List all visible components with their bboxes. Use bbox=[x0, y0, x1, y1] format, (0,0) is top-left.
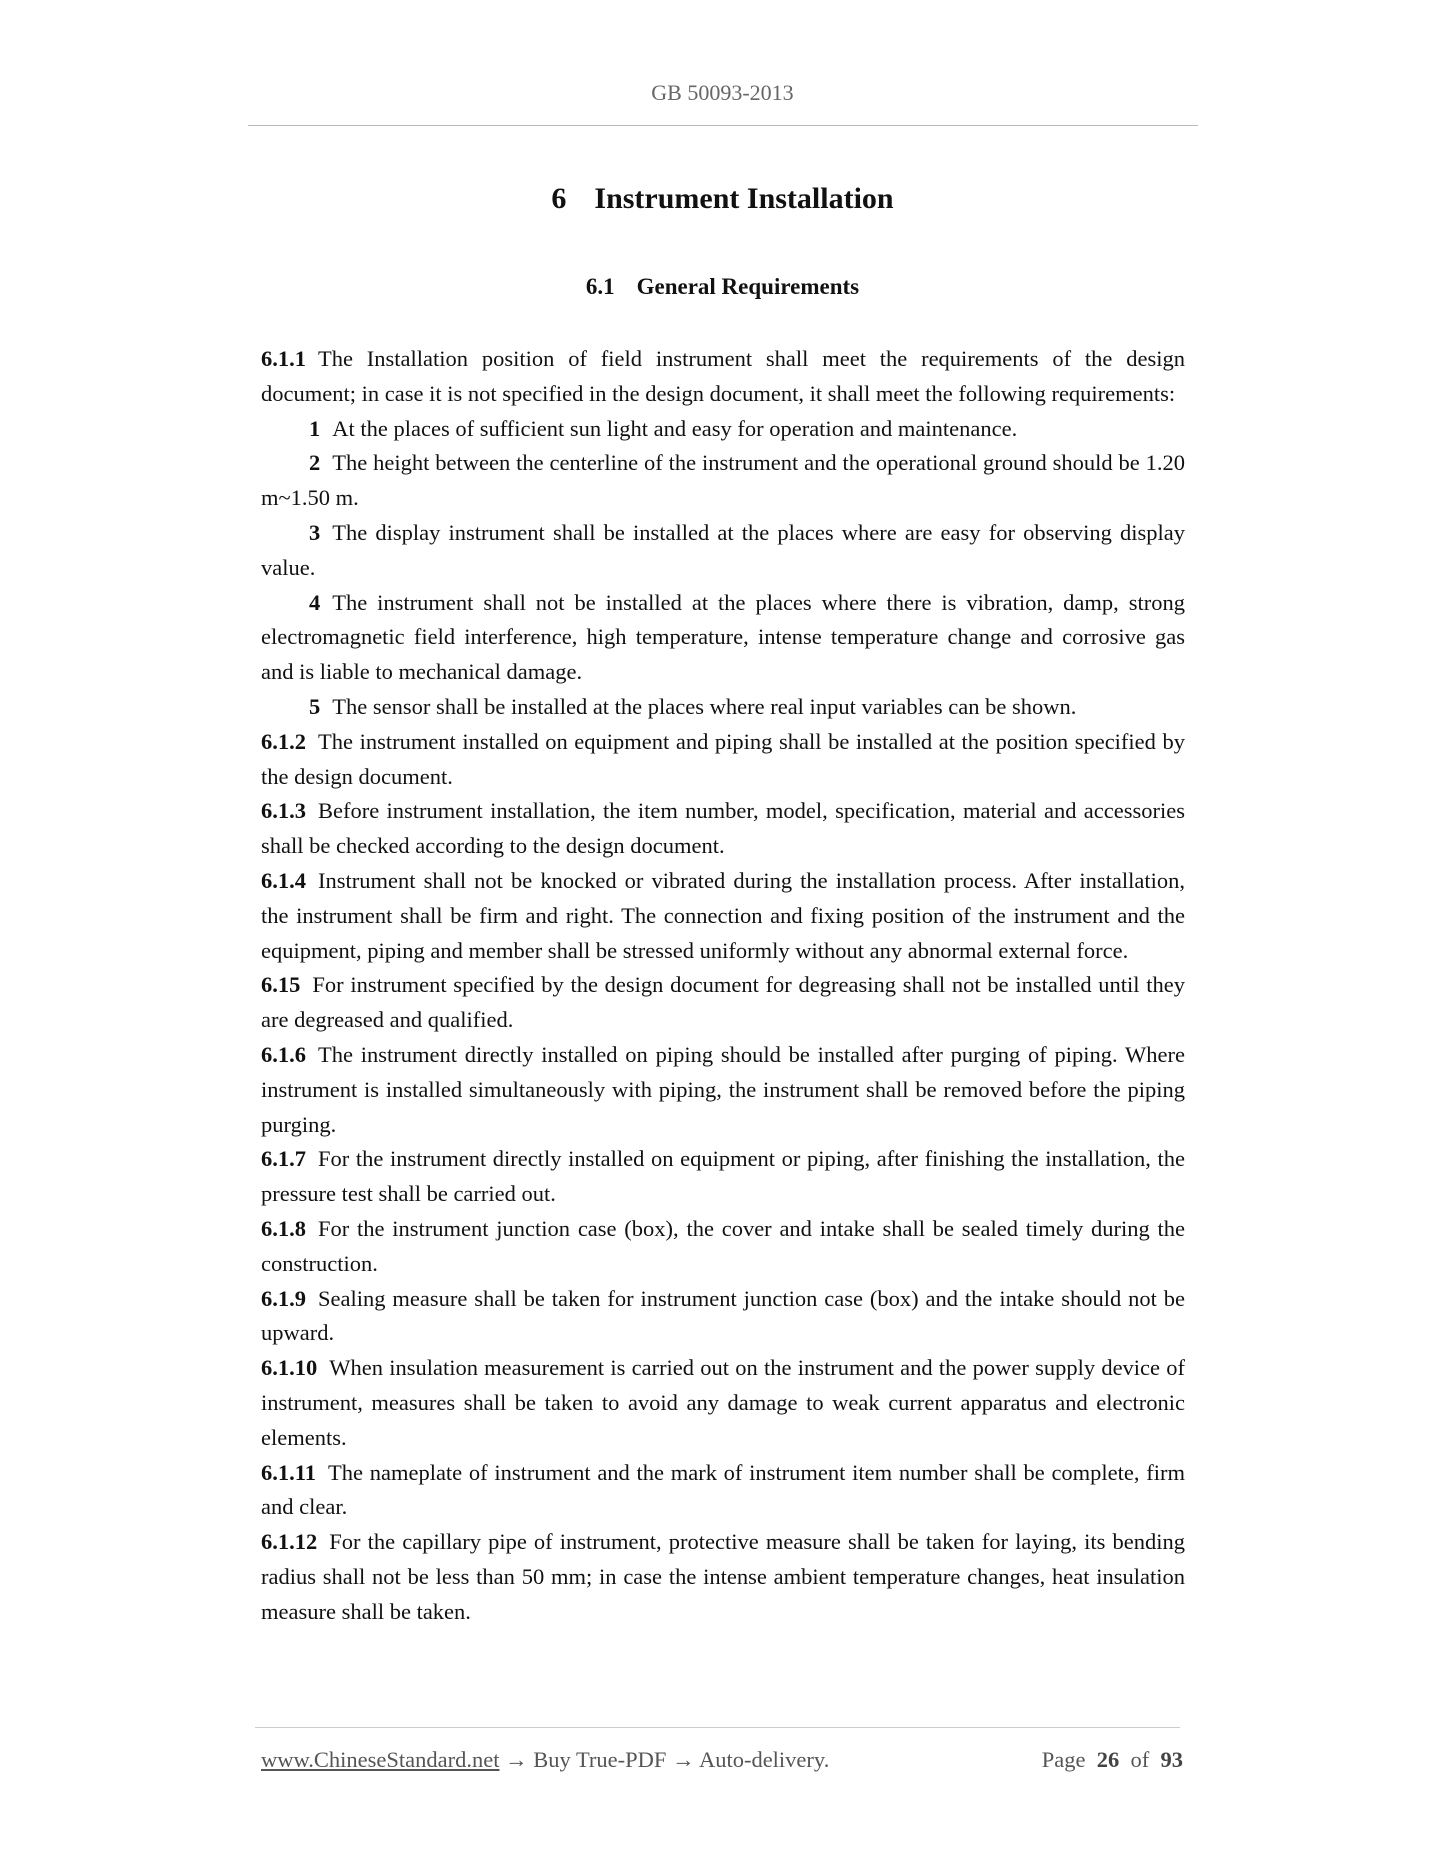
clause-text: The nameplate of instrument and the mark of instrument item number shall be complete, firm and clear. bbox=[261, 1459, 1185, 1520]
item-number: 5 bbox=[309, 693, 321, 719]
page-number bbox=[1042, 1747, 1183, 1773]
clause bbox=[261, 1142, 1185, 1212]
clause bbox=[261, 1456, 1185, 1526]
clause-number: 6.15 bbox=[261, 972, 301, 998]
page-label: Page bbox=[1041, 1747, 1086, 1772]
clause-number: 6.1.9 bbox=[261, 1285, 306, 1311]
item-number: 2 bbox=[309, 450, 321, 476]
clause-number: 6.1.12 bbox=[261, 1529, 318, 1555]
clause bbox=[261, 794, 1185, 864]
footer-promo bbox=[261, 1747, 829, 1773]
clause-number: 6.1.11 bbox=[261, 1459, 317, 1485]
clause-number: 6.1.8 bbox=[261, 1215, 306, 1241]
clause-text: The instrument installed on equipment and piping shall be installed at the position specified by the design document. bbox=[261, 728, 1185, 789]
clause-text: For the instrument junction case (box), the cover and intake shall be sealed timely during the construction. bbox=[261, 1215, 1185, 1276]
item-text: The height between the centerline of the instrument and the operational ground should be 1.20 m~1.50 m. bbox=[261, 450, 1185, 511]
clause-text: For instrument specified by the design document for degreasing shall not be installed until they are degreased and qualified. bbox=[261, 972, 1185, 1033]
list-item bbox=[261, 586, 1185, 690]
clause-text: The instrument directly installed on piping should be installed after purging of piping. Where instrument is installed simultaneously with piping, the instrument shall be removed before the piping purging. bbox=[261, 1041, 1185, 1137]
clause bbox=[261, 342, 1185, 412]
clause bbox=[261, 968, 1185, 1038]
clause-number: 6.1.2 bbox=[261, 728, 306, 754]
clause-number: 6.1.4 bbox=[261, 867, 306, 893]
chapter-number: 6 bbox=[551, 182, 567, 215]
page-current: 26 bbox=[1096, 1747, 1120, 1772]
list-item bbox=[261, 690, 1185, 725]
clause-number: 6.1.7 bbox=[261, 1146, 306, 1172]
list-item bbox=[261, 412, 1185, 447]
item-number: 1 bbox=[309, 415, 321, 441]
clause-text: When insulation measurement is carried out on the instrument and the power supply device of instrument, measures shall be taken to avoid any damage to weak current apparatus and electronic elements. bbox=[261, 1355, 1185, 1450]
item-number: 4 bbox=[309, 589, 321, 615]
item-text: The instrument shall not be installed at the places where there is vibration, damp, strong electromagnetic field interference, high temperature, intense temperature change and corrosive gas and is liable to mechanical damage. bbox=[261, 589, 1185, 685]
clause-number: 6.1.1 bbox=[261, 346, 306, 371]
item-text: The sensor shall be installed at the places where real input variables can be shown. bbox=[332, 693, 1077, 719]
clause bbox=[261, 1038, 1185, 1142]
item-number: 3 bbox=[309, 519, 321, 545]
chapter-title-text: Instrument Installation bbox=[594, 182, 894, 215]
list-item bbox=[261, 516, 1185, 586]
clause bbox=[261, 725, 1185, 795]
clause bbox=[261, 1282, 1185, 1352]
running-header: GB 50093-2013 bbox=[651, 80, 794, 105]
clause-text: Instrument shall not be knocked or vibrated during the installation process. After installation, the instrument shall be firm and right. The connection and fixing position of the instrument and the equipment, piping and member shall be stressed uniformly without any abnormal external force. bbox=[261, 867, 1185, 963]
clause-text: The Installation position of field instrument shall meet the requirements of the design document; in case it is not specified in the design document, it shall meet the following requirements: bbox=[261, 346, 1185, 406]
clause-number: 6.1.10 bbox=[261, 1355, 318, 1381]
clause bbox=[261, 1351, 1185, 1455]
clause-number: 6.1.3 bbox=[261, 798, 306, 824]
section-number: 6.1 bbox=[585, 274, 615, 299]
clause-text: For the capillary pipe of instrument, protective measure shall be taken for laying, its bending radius shall not be less than 50 mm; in case the intense ambient temperature changes, heat insulation measure shall be taken. bbox=[261, 1529, 1185, 1624]
list-item bbox=[261, 446, 1185, 516]
clause-text: Sealing measure shall be taken for instrument junction case (box) and the intake should not be upward. bbox=[261, 1285, 1185, 1346]
document-body bbox=[261, 342, 1185, 1629]
delivery-text: Auto-delivery. bbox=[698, 1747, 830, 1772]
clause bbox=[261, 1212, 1185, 1282]
section-title-text: General Requirements bbox=[636, 274, 860, 299]
site-link[interactable]: www.ChineseStandard.net bbox=[261, 1747, 500, 1772]
section-title bbox=[0, 274, 1445, 300]
clause-text: For the instrument directly installed on equipment or piping, after finishing the installation, the pressure test shall be carried out. bbox=[261, 1146, 1185, 1207]
footer-divider bbox=[255, 1727, 1180, 1728]
page-of-label: of bbox=[1130, 1747, 1150, 1772]
clause-text: Before instrument installation, the item number, model, specification, material and accessories shall be checked according to the design document. bbox=[261, 798, 1185, 859]
buy-pdf-text: Buy True-PDF bbox=[533, 1747, 667, 1772]
page-total: 93 bbox=[1160, 1747, 1183, 1772]
clause bbox=[261, 864, 1185, 968]
clause bbox=[261, 1525, 1185, 1629]
arrow-right-icon: → bbox=[505, 1747, 528, 1772]
arrow-right-icon: → bbox=[672, 1747, 695, 1772]
header-divider bbox=[248, 125, 1198, 126]
item-text: At the places of sufficient sun light and easy for operation and maintenance. bbox=[332, 415, 1018, 441]
clause-number: 6.1.6 bbox=[261, 1041, 306, 1067]
chapter-title bbox=[0, 182, 1445, 216]
item-text: The display instrument shall be installed at the places where are easy for observing display value. bbox=[261, 519, 1185, 580]
